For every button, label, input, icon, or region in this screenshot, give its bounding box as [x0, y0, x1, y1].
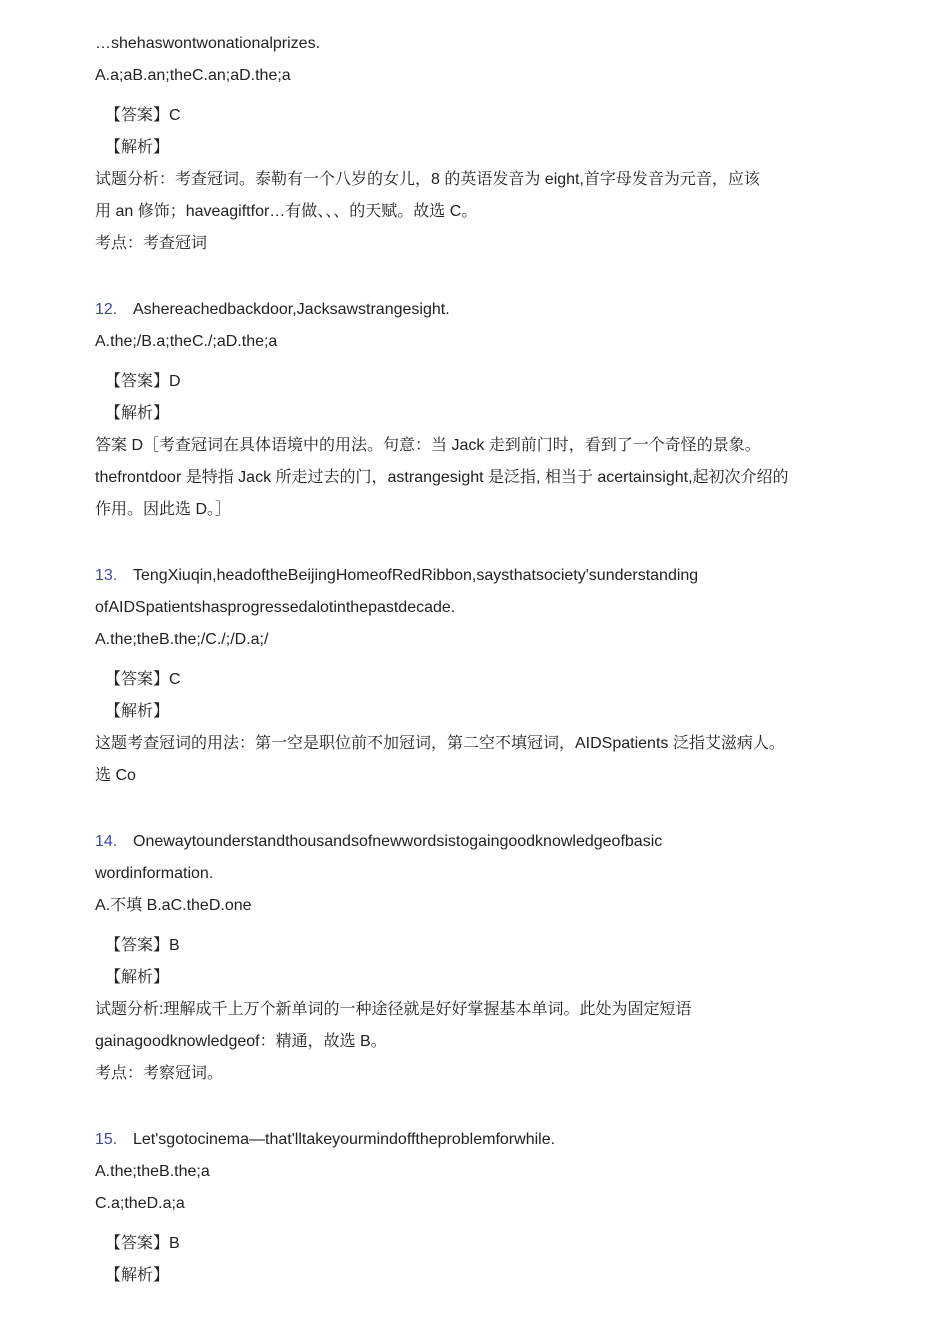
- q13-answer: 【答案】C: [105, 671, 181, 688]
- q11-point: 考点：考查冠词: [95, 235, 208, 252]
- q15-options-1: A.the;theB.the;a: [95, 1163, 210, 1180]
- q11-analysis-line-1: 试题分析：考查冠词。泰勒有一个八岁的女儿，8 的英语发音为 eight,首字母发音为元音，应该: [95, 171, 760, 188]
- q13-number: 13.: [95, 567, 118, 584]
- q15-options-2: C.a;theD.a;a: [95, 1195, 185, 1212]
- q12-number: 12.: [95, 301, 118, 318]
- q14-stem-2: wordinformation.: [95, 865, 214, 882]
- q14-stem-line-1: [95, 826, 865, 858]
- document-page: [95, 0, 865, 1292]
- q12-answer: 【答案】D: [105, 373, 181, 390]
- q15-analysis-label: 【解析】: [105, 1267, 170, 1284]
- q12-options: A.the;/B.a;theC./;aD.the;a: [95, 333, 278, 350]
- q11-stem-end: …shehaswontwonationalprizes.: [95, 35, 321, 52]
- q11-answer: 【答案】C: [105, 107, 181, 124]
- q11-options: A.a;aB.an;theC.an;aD.the;a: [95, 67, 291, 84]
- q12-analysis-line-3: 作用。因此选 D。］: [95, 501, 232, 518]
- q12-stem: Ashereachedbackdoor,Jacksawstrangesight.: [133, 301, 450, 318]
- q13-stem-line-1: [95, 560, 865, 592]
- q12-analysis-label: 【解析】: [105, 405, 170, 422]
- q13-stem-1: TengXiuqin,headoftheBeijingHomeofRedRibbon,saysthatsociety'sunderstanding: [133, 567, 699, 584]
- q14-options: A.不填 B.aC.theD.one: [95, 897, 252, 914]
- q12-analysis-line-2: thefrontdoor 是特指 Jack 所走过去的门，astrangesight 是泛指, 相当于 acertainsight,起初次介绍的: [95, 469, 789, 486]
- q13-stem-2: ofAIDSpatientshasprogressedalotinthepastdecade.: [95, 599, 456, 616]
- q14-analysis-line-2: gainagoodknowledgeof：精通，故选 B。: [95, 1033, 387, 1050]
- q13-analysis-label: 【解析】: [105, 703, 170, 720]
- q12-analysis-line-1: 答案 D［考查冠词在具体语境中的用法。句意：当 Jack 走到前门时，看到了一个奇怪的景象。: [95, 437, 761, 454]
- q11-analysis-line-2: 用 an 修饰；haveagiftfor…有做、、、的天赋。故选 C。: [95, 203, 478, 220]
- q13-analysis-line-2: 选 Co: [95, 767, 136, 784]
- q15-answer: 【答案】B: [105, 1235, 180, 1252]
- q14-point: 考点：考察冠词。: [95, 1065, 224, 1082]
- q14-stem-1: Onewaytounderstandthousandsofnewwordsistogaingoodknowledgeofbasic: [133, 833, 663, 850]
- q15-stem: Let'sgotocinema—that'lltakeyourmindofftheproblemforwhile.: [133, 1131, 556, 1148]
- q11-analysis-label: 【解析】: [105, 139, 170, 156]
- q14-analysis-label: 【解析】: [105, 969, 170, 986]
- q14-analysis-line-1: 试题分析:理解成千上万个新单词的一种途径就是好好掌握基本单词。此处为固定短语: [95, 1001, 692, 1018]
- q15-number: 15.: [95, 1131, 118, 1148]
- q13-analysis-line-1: 这题考查冠词的用法：第一空是职位前不加冠词，第二空不填冠词，AIDSpatients 泛指艾滋病人。: [95, 735, 785, 752]
- q15-stem-line: [95, 1124, 865, 1156]
- q14-answer: 【答案】B: [105, 937, 180, 954]
- q13-options: A.the;theB.the;/C./;/D.a;/: [95, 631, 269, 648]
- q12-stem-line: [95, 294, 865, 326]
- q14-number: 14.: [95, 833, 118, 850]
